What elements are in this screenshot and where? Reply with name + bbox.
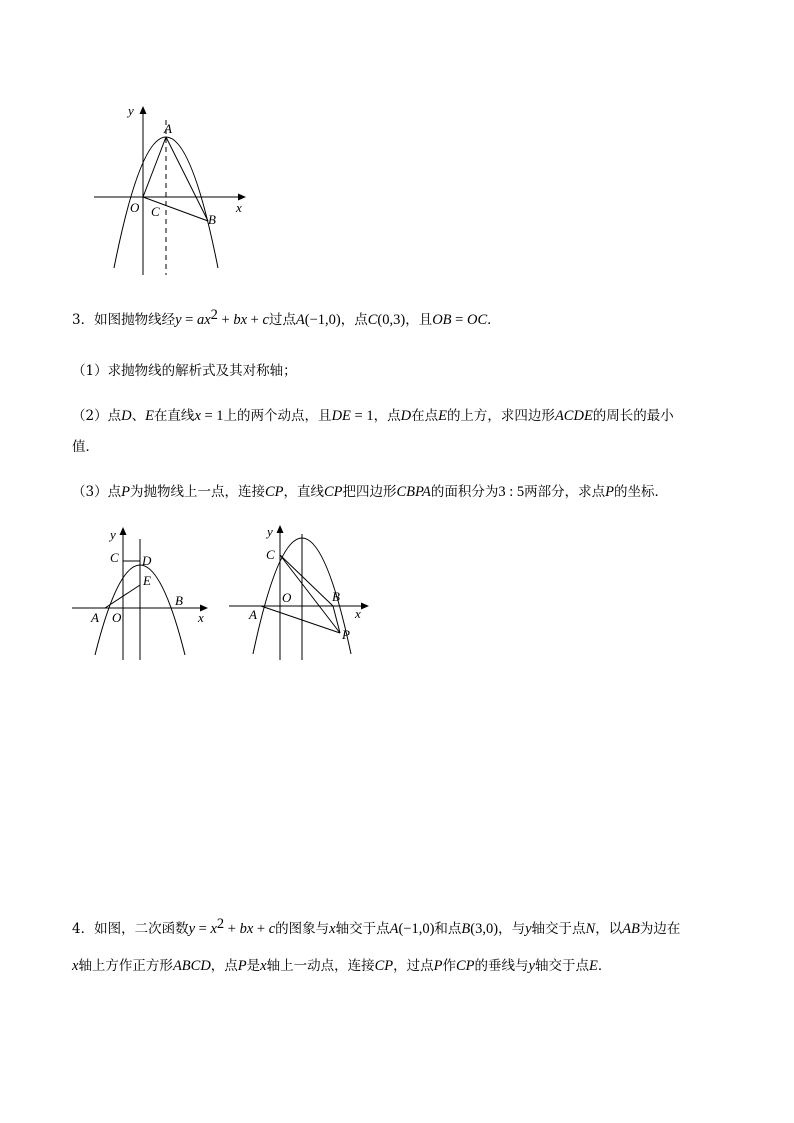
segment-oa bbox=[143, 137, 166, 197]
q3-part-3: （3）点P为抛物线上一点，连接CP，直线CP把四边形CBPA的面积分为3 : 5两部分，求点P的坐标． bbox=[72, 484, 669, 500]
y-axis-arrow bbox=[140, 106, 147, 114]
segment-ap bbox=[261, 606, 340, 633]
label-a: A bbox=[249, 607, 257, 622]
label-c: C bbox=[110, 550, 119, 565]
label-x: x bbox=[236, 200, 242, 215]
label-c: C bbox=[266, 547, 275, 562]
label-d: D bbox=[142, 553, 152, 568]
label-e: E bbox=[143, 573, 151, 588]
label-c: C bbox=[151, 204, 160, 219]
label-y: y bbox=[128, 103, 134, 118]
q4-line-2: x轴上方作正方形ABCD，点P是x轴上一动点，连接CP，过点P作CP的垂线与y轴交于点E． bbox=[72, 958, 612, 974]
y-axis-arrow bbox=[277, 525, 284, 533]
label-a: A bbox=[91, 610, 99, 625]
q4-number: 4．如图，二次函数 bbox=[72, 921, 189, 937]
label-o: O bbox=[282, 590, 292, 605]
q4-line-1: 4．如图，二次函数$y = x^2$ + bx + c的图象与x轴交于点A(−1,0)和点B(3,0)，与y轴交于点N，以AB为边在 bbox=[72, 916, 681, 937]
label-a: A bbox=[164, 121, 172, 136]
x-axis-arrow bbox=[361, 603, 369, 610]
label-b: B bbox=[208, 212, 216, 227]
label-x: x bbox=[355, 606, 361, 621]
label-y: y bbox=[267, 524, 273, 539]
label-b: B bbox=[175, 593, 183, 608]
q3-number: 3．如图抛物线经 bbox=[72, 312, 176, 328]
figure-2-parabola bbox=[68, 523, 218, 663]
label-o: O bbox=[112, 610, 122, 625]
segment-ab bbox=[166, 137, 208, 221]
q3-part-2: （2）点D、E在直线x = 1上的两个动点，且DE = 1，点D在点E的上方，求四边形ACDE的周长的最小 bbox=[72, 408, 674, 424]
q3-part-1: （1）求抛物线的解析式及其对称轴； bbox=[72, 363, 297, 379]
q3-intro: 3．如图抛物线经$y = ax^2$ + bx + c过点A(−1,0)，点C(0,3)，且OB = OC． bbox=[72, 307, 501, 328]
figure-1-parabola bbox=[90, 100, 260, 280]
label-y: y bbox=[110, 527, 116, 542]
q3-part-2-line-2: 值． bbox=[72, 439, 99, 455]
figure-3-parabola bbox=[225, 520, 380, 665]
label-x: x bbox=[198, 610, 204, 625]
y-axis-arrow bbox=[120, 527, 127, 535]
label-o: O bbox=[130, 200, 140, 215]
label-p: P bbox=[342, 627, 350, 642]
label-b: B bbox=[332, 589, 340, 604]
